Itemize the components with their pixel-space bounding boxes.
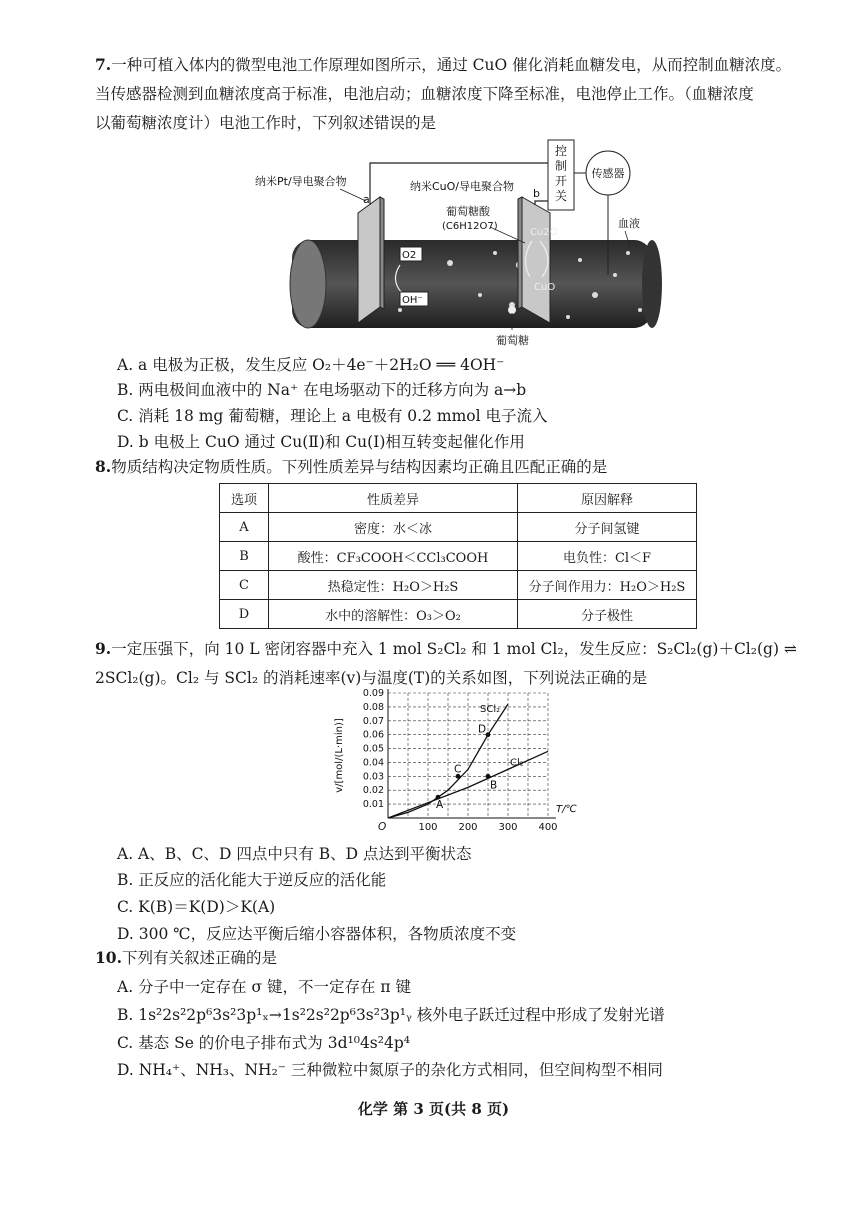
label-o2: O2: [402, 250, 417, 261]
label-a: a: [363, 193, 370, 206]
x-tick-label: 400: [538, 822, 558, 833]
table-cell: 分子极性: [518, 600, 697, 629]
q9-option-a: A. A、B、C、D 四点中只有 B、D 点达到平衡状态: [117, 845, 472, 863]
q7-option-c: C. 消耗 18 mg 葡萄糖，理论上 a 电极有 0.2 mmol 电子流入: [117, 407, 548, 425]
label-glucose: 葡萄糖: [496, 334, 529, 347]
electrode-b: [522, 197, 550, 323]
y-tick-label: 0.02: [362, 785, 384, 797]
table-row: [220, 600, 697, 629]
q9-option-d: D. 300 ℃，反应达平衡后缩小容器体积，各物质浓度不变: [117, 925, 517, 943]
y-tick-label: 0.04: [362, 757, 384, 769]
x-axis-label: T/℃: [556, 804, 577, 815]
label-b-electrode: 纳米CuO/导电聚合物: [410, 180, 515, 193]
table-header: 原因解释: [518, 484, 697, 513]
label-gluconic-acid: 葡萄糖酸: [446, 205, 490, 218]
table-row: [220, 542, 697, 571]
q10-number: 10.: [95, 948, 122, 967]
y-tick-label: 0.09: [362, 688, 384, 699]
series-label: Cl₂: [510, 757, 524, 769]
label-cuo: CuO: [534, 282, 556, 293]
table-cell: 分子间氢键: [518, 513, 697, 542]
table-header-row: [220, 484, 697, 513]
question-7: [95, 50, 810, 138]
q10-option-a: A. 分子中一定存在 σ 键，不一定存在 π 键: [117, 978, 412, 996]
rate-temperature-chart: [330, 685, 590, 835]
q9-option-c: C. K(B)＝K(D)＞K(A): [117, 898, 276, 916]
point-label: A: [436, 799, 444, 812]
q7-option-b: B. 两电极间血液中的 Na⁺ 在电场驱动下的迁移方向为 a→b: [117, 381, 527, 399]
point-label: C: [454, 763, 462, 776]
wire-b: [535, 201, 548, 205]
x-tick-label: 300: [498, 822, 518, 833]
point-label: B: [490, 779, 498, 792]
q9-line-1: 一定压强下，向 10 L 密闭容器中充入 1 mol S₂Cl₂ 和 1 mol Cl₂，发生反应：S₂Cl₂(g)＋Cl₂(g) ⇌: [111, 640, 797, 658]
q7-number: 7.: [95, 55, 112, 74]
q8-text: 物质结构决定物质性质。下列性质差异与结构因素均正确且匹配正确的是: [111, 458, 608, 476]
q10-option-b: B. 1s²2s²2p⁶3s²3p¹ₓ→1s²2s²2p⁶3s²3p¹ᵧ 核外电子跃迁过程中形成了发射光谱: [117, 1006, 665, 1024]
battery-diagram: [250, 135, 670, 350]
table-row: [220, 513, 697, 542]
q7-option-a: A. a 电极为正极，发生反应 O₂＋4e⁻＋2H₂O ══ 4OH⁻: [117, 356, 505, 374]
label-blood: 血液: [618, 217, 640, 230]
q7-line-3: 以葡萄糖浓度计）电池工作时，下列叙述错误的是: [95, 114, 437, 132]
y-axis-label: v/[mol/(L·min)]: [334, 718, 345, 793]
table-cell: C: [220, 571, 269, 600]
table-cell: 酸性：CF₃COOH＜CCl₃COOH: [269, 542, 518, 571]
q10-text: 下列有关叙述正确的是: [121, 949, 277, 967]
point-d: [486, 732, 491, 737]
label-b: b: [533, 187, 540, 200]
series-label: SCl₂: [480, 704, 501, 716]
q8-number: 8.: [95, 457, 112, 476]
question-8: [95, 452, 810, 482]
q10-option-d: D. NH₄⁺、NH₃、NH₂⁻ 三种微粒中氮原子的杂化方式相同，但空间构型不相同: [117, 1061, 663, 1079]
point-label: D: [478, 723, 487, 736]
table-cell: D: [220, 600, 269, 629]
y-tick-label: 0.07: [362, 715, 384, 727]
table-cell: B: [220, 542, 269, 571]
q7-option-d: D. b 电极上 CuO 通过 Cu(Ⅱ)和 Cu(Ⅰ)相互转变起催化作用: [117, 433, 525, 451]
y-tick-label: 0.08: [362, 701, 384, 713]
electrode-a: [358, 197, 380, 323]
point-b: [486, 774, 491, 779]
y-tick-label: 0.03: [362, 771, 384, 783]
table-cell: 电负性：Cl＜F: [518, 542, 697, 571]
q10-option-c: C. 基态 Se 的价电子排布式为 3d¹⁰4s²4p⁴: [117, 1034, 410, 1052]
y-tick-label: 0.01: [362, 799, 384, 811]
q7-line-2: 当传感器检测到血糖浓度高于标准，电池启动；血糖浓度下降至标准，电池停止工作。（血糖浓度: [95, 85, 754, 103]
label-a-electrode: 纳米Pt/导电聚合物: [255, 175, 347, 188]
table-cell: 水中的溶解性：O₃＞O₂: [269, 600, 518, 629]
question-10: [95, 943, 810, 973]
origin-label: O: [378, 821, 387, 833]
page-footer: 化学 第 3 页(共 8 页): [357, 1100, 510, 1118]
x-tick-label: 200: [458, 822, 478, 833]
table-header: 选项: [220, 484, 269, 513]
table-cell: 密度：水＜冰: [269, 513, 518, 542]
sensor-label: 传感器: [591, 167, 625, 180]
y-tick-label: 0.05: [362, 743, 384, 755]
table-header: 性质差异: [269, 484, 518, 513]
table-cell: 热稳定性：H₂O＞H₂S: [269, 571, 518, 600]
q9-option-b: B. 正反应的活化能大于逆反应的活化能: [117, 871, 387, 889]
q9-number: 9.: [95, 639, 112, 658]
q8-table: [219, 483, 697, 629]
vessel-opening: [290, 240, 326, 328]
label-oh: OH⁻: [402, 295, 423, 306]
q9-line-2: 2SCl₂(g)。Cl₂ 与 SCl₂ 的消耗速率(v)与温度(T)的关系如图，下列说法正确的是: [95, 669, 648, 687]
control-switch-label: 控制开关: [554, 144, 568, 203]
label-gluconic-formula: (C6H12O7): [442, 221, 498, 232]
table-cell: 分子间作用力：H₂O＞H₂S: [518, 571, 697, 600]
q7-line-1: 7.一种可植入体内的微型电池工作原理如图所示，通过 CuO 催化消耗血糖发电，从而控制血糖浓度。: [95, 55, 792, 74]
table-cell: A: [220, 513, 269, 542]
blood-vessel: [292, 240, 652, 328]
y-tick-label: 0.06: [362, 729, 384, 741]
table-row: [220, 571, 697, 600]
x-tick-label: 100: [418, 822, 438, 833]
label-cu2o: Cu2O: [530, 227, 558, 238]
